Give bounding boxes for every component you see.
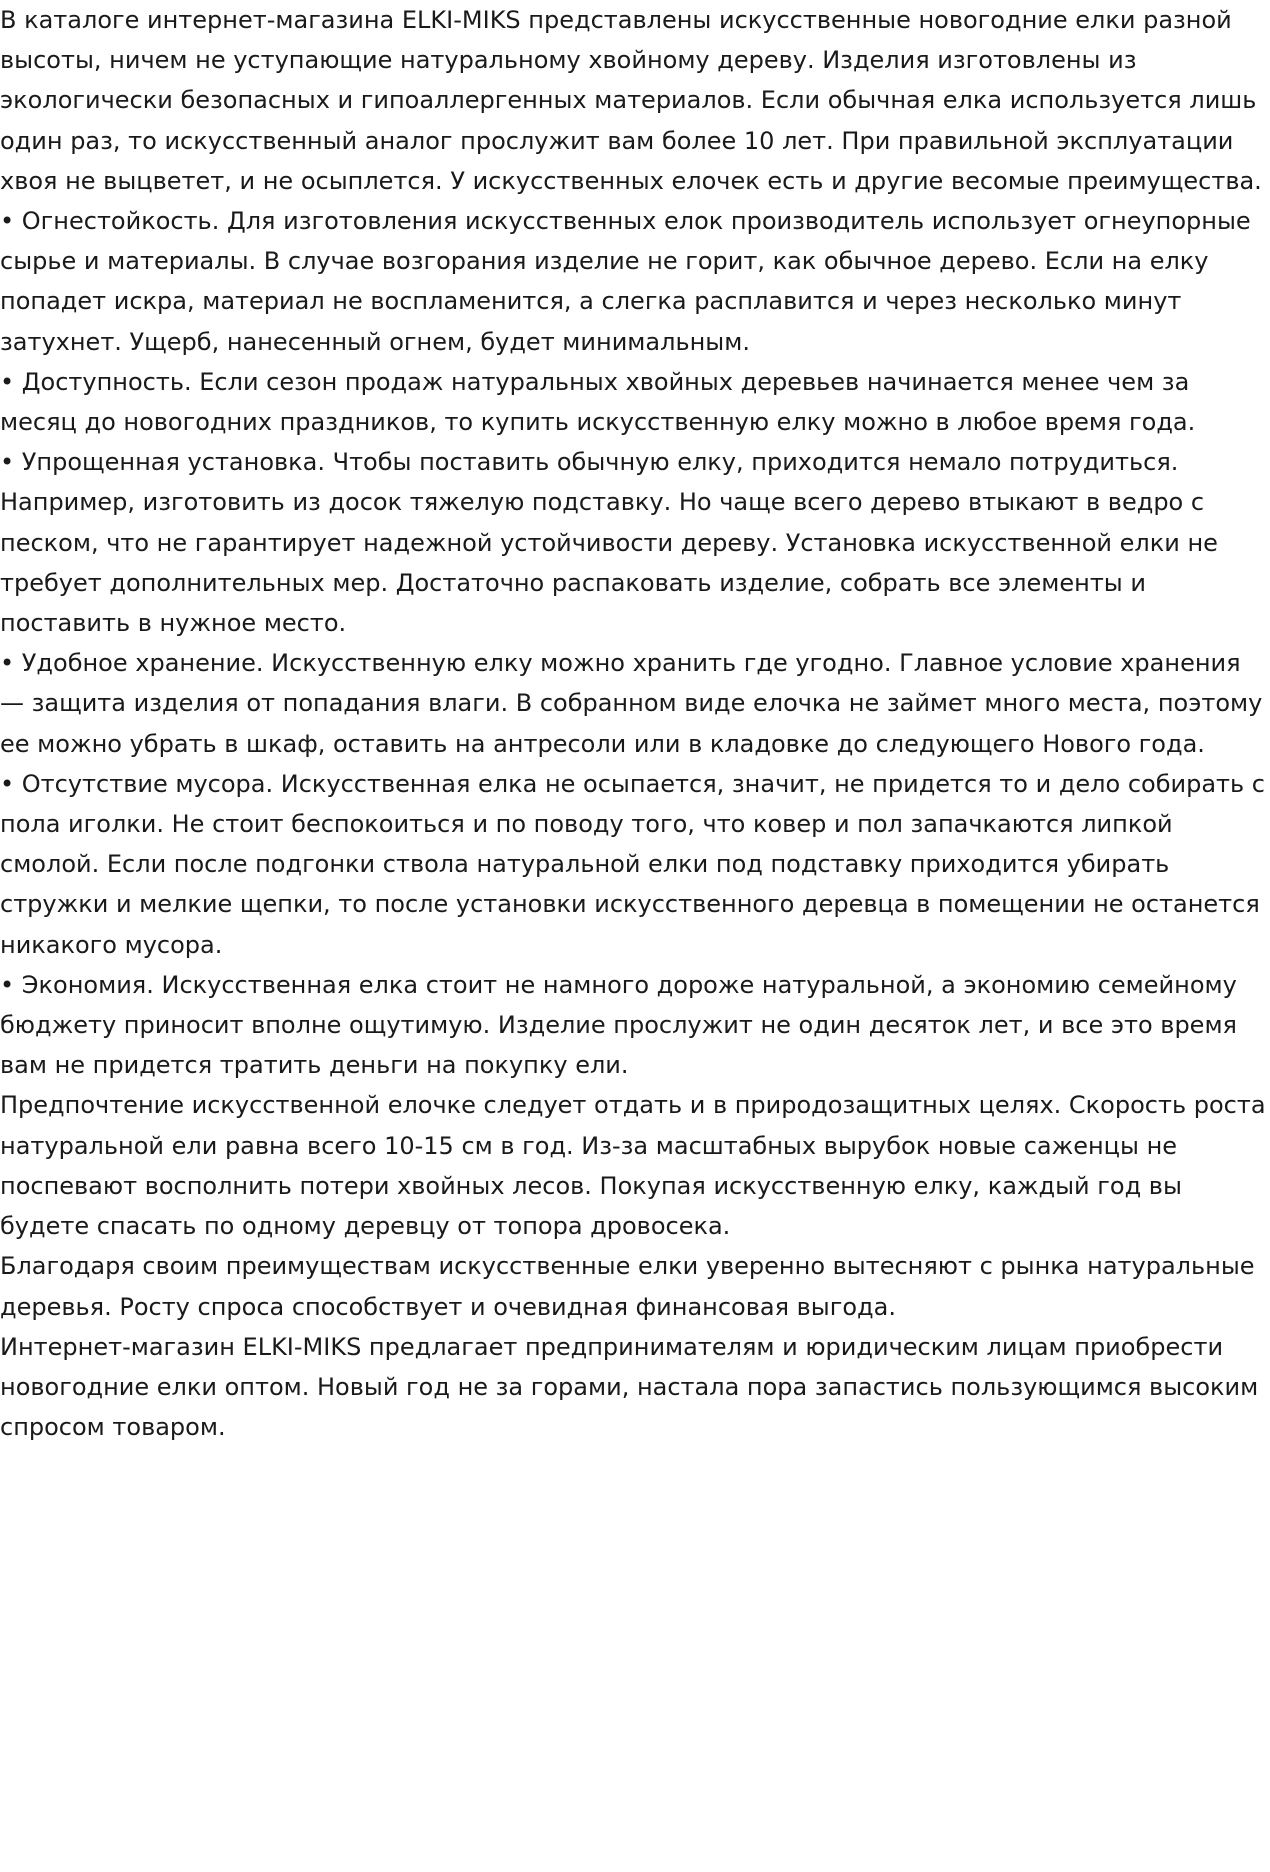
benefit-economy: • Экономия. Искусственная елка стоит не намного дороже натуральной, а экономию семейному бюджету приносит вполне ощутимую. Изделие прослужит не один десяток лет, и все это время вам не придется тратить деньги на покупку ели.: [0, 970, 1237, 1080]
benefit-availability: • Доступность. Если сезон продаж натуральных хвойных деревьев начинается менее чем за месяц до новогодних праздников, то купить искусственную елку можно в любое время года.: [0, 367, 1196, 437]
benefit-no-litter: • Отсутствие мусора. Искусственная елка не осыпается, значит, не придется то и дело собирать с пола иголки. Не стоит беспокоиться и по поводу того, что ковер и пол запачкаются липкой смолой. Если после подгонки ствола натуральной елки под подставку приходится убирать стружки и мелкие щепки, то после установки искусственного деревца в помещении не останется никакого мусора.: [0, 769, 1265, 959]
benefit-easy-installation: • Упрощенная установка. Чтобы поставить обычную елку, приходится немало потрудиться. Например, изготовить из досок тяжелую подставку. Но чаще всего дерево втыкают в ведро с песком, что не гарантирует надежной устойчивости дереву. Установка искусственной елки не требует дополнительных мер. Достаточно распаковать изделие, собрать все элементы и поставить в нужное место.: [0, 448, 1218, 638]
eco-paragraph: Предпочтение искусственной елочке следует отдать и в природозащитных целях. Скорость роста натуральной ели равна всего 10-15 см в год. Из-за масштабных вырубок новые саженцы не поспевают восполнить потери хвойных лесов. Покупая искусственную елку, каждый год вы будете спасать по одному деревцу от топора дровосека.: [0, 1091, 1266, 1241]
wholesale-paragraph: Интернет-магазин ELKI-MIKS предлагает предпринимателям и юридическим лицам приобрести новогодние елки оптом. Новый год не за горами, настала пора запастись пользующимся высоким спросом товаром.: [0, 1332, 1259, 1442]
intro-paragraph: В каталоге интернет-магазина ELKI-MIKS представлены искусственные новогодние елки разной высоты, ничем не уступающие натуральному хвойному дереву. Изделия изготовлены из экологически безопасных и гипоаллергенных материалов. Если обычная елка используется лишь один раз, то искусственный аналог прослужит вам более 10 лет. При правильной эксплуатации хвоя не выцветет, и не осыплется. У искусственных елочек есть и другие весомые преимущества.: [0, 6, 1262, 195]
benefit-storage: • Удобное хранение. Искусственную елку можно хранить где угодно. Главное условие хранения — защита изделия от попадания влаги. В собранном виде елочка не займет много места, поэтому ее можно убрать в шкаф, оставить на антресоли или в кладовке до следующего Нового года.: [0, 649, 1263, 758]
benefit-fire-resistance: • Огнестойкость. Для изготовления искусственных елок производитель использует огнеупорные сырье и материалы. В случае возгорания изделие не горит, как обычное дерево. Если на елку попадет искра, материал не воспламенится, а слегка расплавится и через несколько минут затухнет. Ущерб, нанесенный огнем, будет минимальным.: [0, 207, 1251, 356]
market-paragraph: Благодаря своим преимуществам искусственные елки уверенно вытесняют с рынка натуральные деревья. Росту спроса способствует и очевидная финансовая выгода.: [0, 1252, 1255, 1321]
